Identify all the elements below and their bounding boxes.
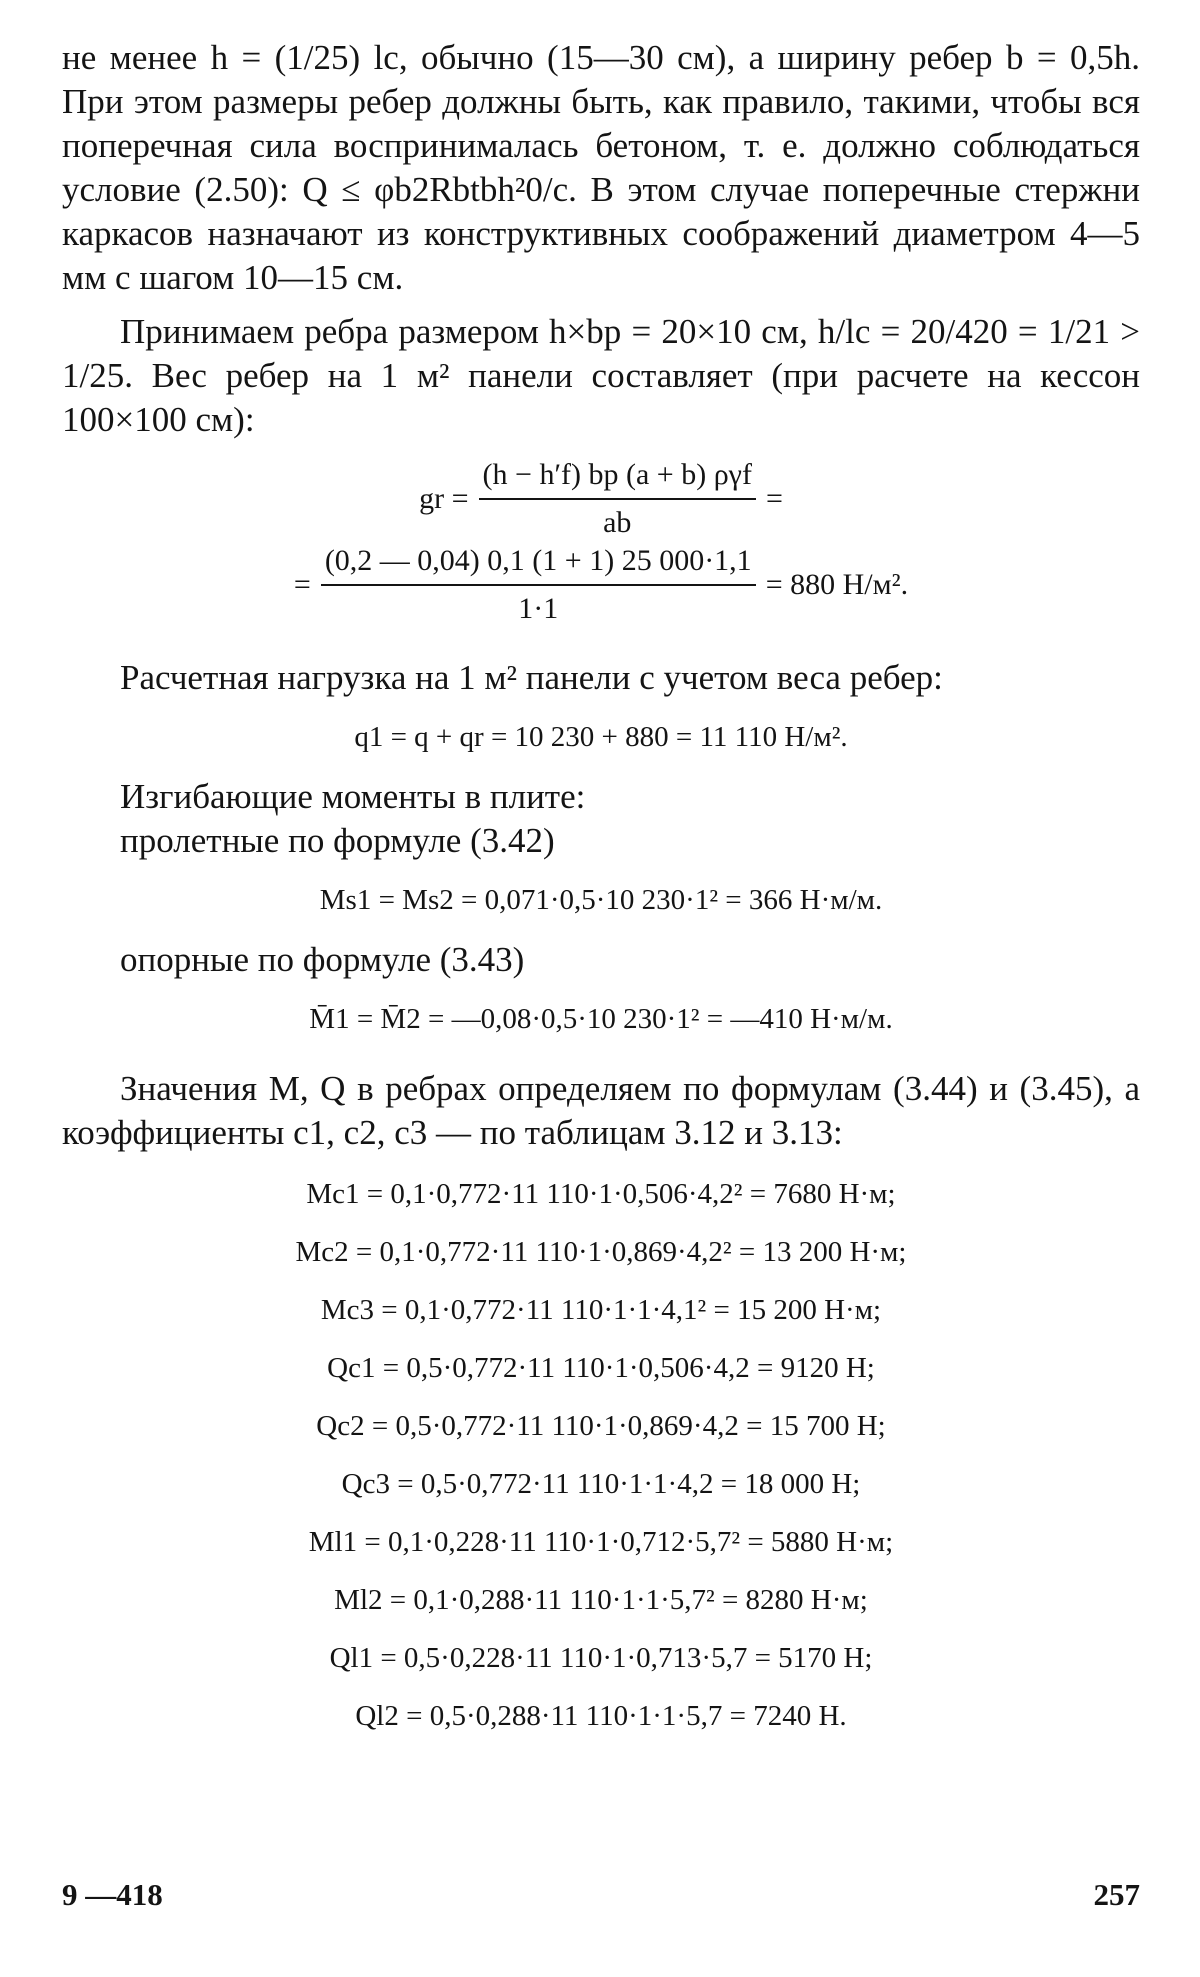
formula-rib-weight-row-2 (294, 542, 908, 628)
formula-span-moments: Ms1 = Ms2 = 0,071·0,5·10 230·1² = 366 Н·м/м. (319, 884, 883, 916)
paragraph-rib-values: Значения M, Q в ребрах определяем по формулам (3.44) и (3.45), а коэффициенты c1, c2, c3 — по таблицам 3.12 и 3.13: (62, 1069, 1140, 1152)
rib-formula-line: Ml1 = 0,1·0,228·11 110·1·0,712·5,7² = 5880 Н·м; (308, 1526, 894, 1558)
paragraph-moments-heading: Изгибающие моменты в плите: (120, 777, 586, 816)
formula-equals-lead: = (293, 568, 311, 601)
formula-rib-weight-row-1 (419, 456, 783, 542)
printer-signature: 9 —418 (62, 1877, 163, 1912)
paragraph-span-moments: пролетные по формуле (3.42) (120, 821, 555, 860)
page-number: 257 (1093, 1877, 1140, 1912)
paragraph-rib-dimensions: не менее h = (1/25) lc, обычно (15—30 см), а ширину ребер b = 0,5h. При этом размеры ребер должны быть, как правило, такими, чтобы вся поперечная сила воспринималась бетоном, т. е. должно соблюдаться условие (2.50): Q ≤ φb2Rbtbh²0/c. В этом случае поперечные стержни каркасов назначают из конструктивных соображений диаметром 4—5 мм с шагом 10—15 см. (62, 38, 1140, 297)
rib-formula-line: Mc2 = 0,1·0,772·11 110·1·0,869·4,2² = 13 200 Н·м; (295, 1236, 907, 1268)
rib-formula-line: Mc1 = 0,1·0,772·11 110·1·0,506·4,2² = 7680 Н·м; (306, 1178, 896, 1210)
fraction-numeric (321, 542, 756, 628)
page-body (62, 36, 1140, 1745)
rib-formula-line: Ql1 = 0,5·0,228·11 110·1·0,713·5,7 = 5170 Н; (329, 1642, 873, 1674)
fraction-numerator: (h − h′f) bp (a + b) ργf (479, 456, 756, 500)
fraction-denominator: ab (603, 506, 632, 539)
fraction-denominator: 1·1 (518, 592, 559, 625)
rib-formula-line: Qc1 = 0,5·0,772·11 110·1·0,506·4,2 = 9120 Н; (327, 1352, 875, 1384)
rib-formula-line: Qc2 = 0,5·0,772·11 110·1·0,869·4,2 = 15 700 Н; (316, 1410, 886, 1442)
formula-rib-weight (62, 456, 1140, 628)
formula-q1: q1 = q + qr = 10 230 + 880 = 11 110 Н/м². (354, 721, 848, 753)
paragraph-rib-acceptance: Принимаем ребра размером h×bp = 20×10 см, h/lc = 20/420 = 1/21 > 1/25. Вес ребер на 1 м² панели составляет (при расчете на кессон 100×100 см): (62, 312, 1140, 439)
fraction-numerator: (0,2 — 0,04) 0,1 (1 + 1) 25 000·1,1 (321, 542, 756, 586)
paragraph-support-moments: опорные по формуле (3.43) (120, 940, 525, 979)
rib-formula-line: Ml2 = 0,1·0,288·11 110·1·1·5,7² = 8280 Н·м; (334, 1584, 868, 1616)
rib-formula-list (62, 1165, 1140, 1745)
formula-support-moments: M̄1 = M̄2 = —0,08·0,5·10 230·1² = —410 Н·м/м. (309, 1003, 893, 1035)
formula-gr-lhs: gr = (419, 482, 469, 515)
formula-result: = 880 Н/м². (765, 568, 909, 601)
rib-formula-line: Ql2 = 0,5·0,288·11 110·1·1·5,7 = 7240 Н. (355, 1700, 847, 1732)
paragraph-design-load: Расчетная нагрузка на 1 м² панели с учетом веса ребер: (120, 658, 943, 697)
rib-formula-line: Qc3 = 0,5·0,772·11 110·1·1·4,2 = 18 000 Н; (341, 1468, 861, 1500)
page-footer (62, 1877, 1140, 1913)
formula-equals: = (765, 482, 783, 515)
fraction-symbolic (479, 456, 756, 542)
rib-formula-line: Mc3 = 0,1·0,772·11 110·1·1·4,1² = 15 200 Н·м; (320, 1294, 882, 1326)
